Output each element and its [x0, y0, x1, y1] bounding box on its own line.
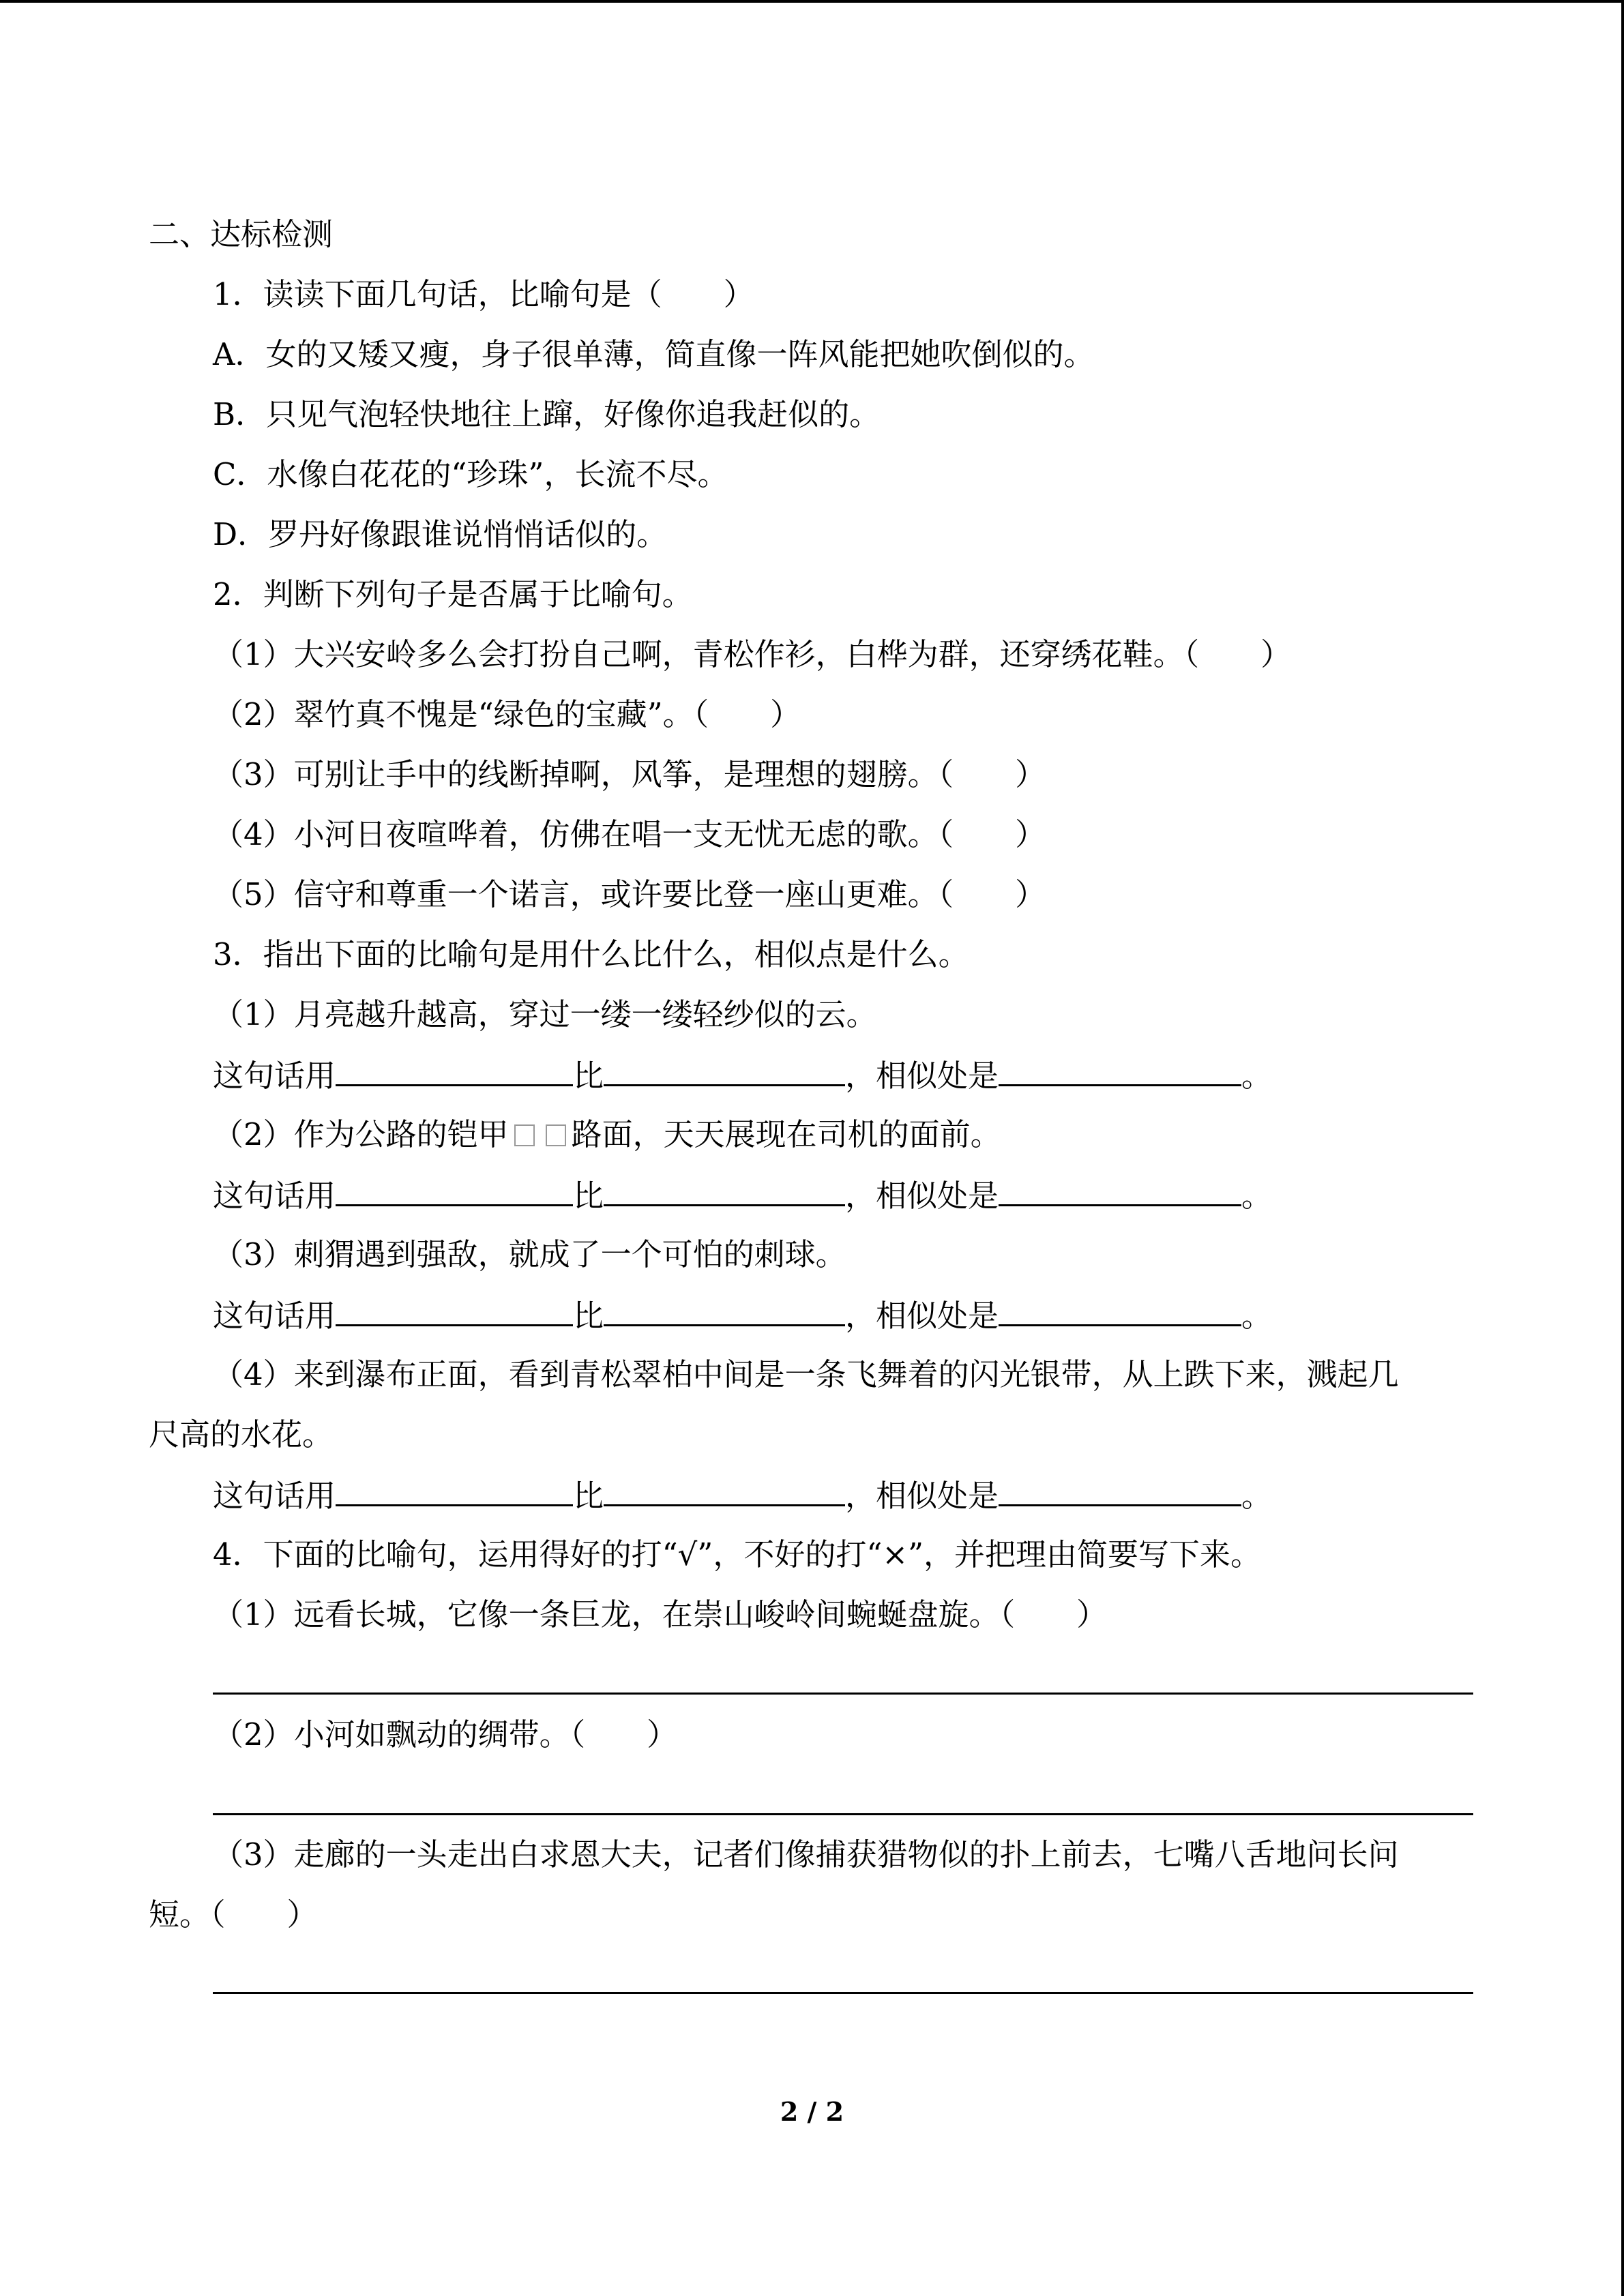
page-border-top [0, 0, 1624, 3]
fill-prefix: 这句话用 [213, 1478, 336, 1514]
q1-option-c: C．水像白花花的“珍珠”，长流不尽。 [213, 456, 728, 492]
q2-stem: 2．判断下列句子是否属于比喻句。 [213, 576, 693, 612]
fill-blank-tenor[interactable] [336, 1294, 573, 1326]
answer-line-3[interactable] [213, 1992, 1473, 1994]
q3-sentence-1: （1）月亮越升越高，穿过一缕一缕轻纱似的云。 [213, 996, 877, 1032]
q3-sentence-3: （3）刺猬遇到强敌，就成了一个可怕的刺球。 [213, 1236, 846, 1272]
q4-sentence-3-line-1: （3）走廊的一头走出白求恩大夫，记者们像捕获猎物似的扑上前去，七嘴八舌地问长问 [213, 1836, 1399, 1873]
q3-fill-row-1 [213, 1054, 1272, 1095]
missing-char-box [514, 1124, 535, 1146]
q3-stem: 3．指出下面的比喻句是用什么比什么，相似点是什么。 [213, 936, 969, 972]
fill-blank-tenor[interactable] [336, 1174, 573, 1206]
q3-fill-row-2 [213, 1174, 1272, 1215]
page-border-right [1621, 0, 1624, 2296]
q3-fill-row-3 [213, 1294, 1272, 1335]
q3-fill-row-4 [213, 1474, 1272, 1515]
q2-item-5: （5）信守和尊重一个诺言，或许要比登一座山更难。（ ） [213, 876, 1046, 912]
q1-option-d: D．罗丹好像跟谁说悄悄话似的。 [213, 516, 668, 552]
fill-similar: ，相似处是 [845, 1178, 999, 1214]
answer-line-2[interactable] [213, 1813, 1473, 1815]
fill-blank-vehicle[interactable] [604, 1294, 845, 1326]
q2-item-4: （4）小河日夜喧哗着，仿佛在唱一支无忧无虑的歌。（ ） [213, 816, 1046, 852]
fill-end: 。 [1241, 1058, 1273, 1094]
q4-sentence-2: （2）小河如飘动的绸带。（ ） [213, 1716, 678, 1753]
q4-sentence-3-line-2: 短。（ ） [149, 1896, 318, 1933]
q4-stem: 4．下面的比喻句，运用得好的打“√”，不好的打“×”，并把理由简要写下来。 [213, 1536, 1262, 1572]
fill-prefix: 这句话用 [213, 1298, 336, 1334]
fill-bi: 比 [573, 1178, 604, 1214]
q1-stem: 1．读读下面几句话，比喻句是（ ） [213, 276, 754, 312]
fill-prefix: 这句话用 [213, 1178, 336, 1214]
fill-blank-tenor[interactable] [336, 1474, 573, 1506]
fill-bi: 比 [573, 1298, 604, 1334]
q2-item-1: （1）大兴安岭多么会打扮自己啊，青松作衫，白桦为群，还穿绣花鞋。（ ） [213, 636, 1292, 672]
fill-blank-vehicle[interactable] [604, 1174, 845, 1206]
q1-option-a: A．女的又矮又瘦，身子很单薄，简直像一阵风能把她吹倒似的。 [213, 336, 1095, 372]
page-number: 2 / 2 [780, 2096, 844, 2127]
fill-blank-similarity[interactable] [999, 1474, 1241, 1506]
q4-sentence-1: （1）远看长城，它像一条巨龙，在崇山峻岭间蜿蜒盘旋。（ ） [213, 1596, 1108, 1632]
section-title: 二、达标检测 [149, 216, 334, 252]
q3-sentence-2: （2）作为公路的铠甲 路面，天天展现在司机的面前。 [213, 1116, 1001, 1152]
fill-similar: ，相似处是 [845, 1298, 999, 1334]
fill-blank-similarity[interactable] [999, 1174, 1241, 1206]
q2-item-3: （3）可别让手中的线断掉啊，风筝，是理想的翅膀。（ ） [213, 756, 1046, 792]
fill-end: 。 [1241, 1178, 1273, 1214]
fill-prefix: 这句话用 [213, 1058, 336, 1094]
fill-blank-vehicle[interactable] [604, 1054, 845, 1086]
fill-end: 。 [1241, 1478, 1273, 1514]
fill-bi: 比 [573, 1478, 604, 1514]
fill-blank-vehicle[interactable] [604, 1474, 845, 1506]
q2-item-2: （2）翠竹真不愧是“绿色的宝藏”。（ ） [213, 696, 801, 732]
q1-option-b: B．只见气泡轻快地往上蹿，好像你追我赶似的。 [213, 396, 881, 432]
missing-char-box [546, 1124, 566, 1146]
fill-bi: 比 [573, 1058, 604, 1094]
fill-similar: ，相似处是 [845, 1058, 999, 1094]
q3-sentence-4-line-2: 尺高的水花。 [149, 1416, 334, 1452]
fill-blank-similarity[interactable] [999, 1054, 1241, 1086]
fill-blank-similarity[interactable] [999, 1294, 1241, 1326]
fill-similar: ，相似处是 [845, 1478, 999, 1514]
fill-blank-tenor[interactable] [336, 1054, 573, 1086]
answer-line-1[interactable] [213, 1693, 1473, 1695]
q3-sentence-4-line-1: （4）来到瀑布正面，看到青松翠柏中间是一条飞舞着的闪光银带，从上跌下来，溅起几 [213, 1356, 1399, 1392]
fill-end: 。 [1241, 1298, 1273, 1334]
